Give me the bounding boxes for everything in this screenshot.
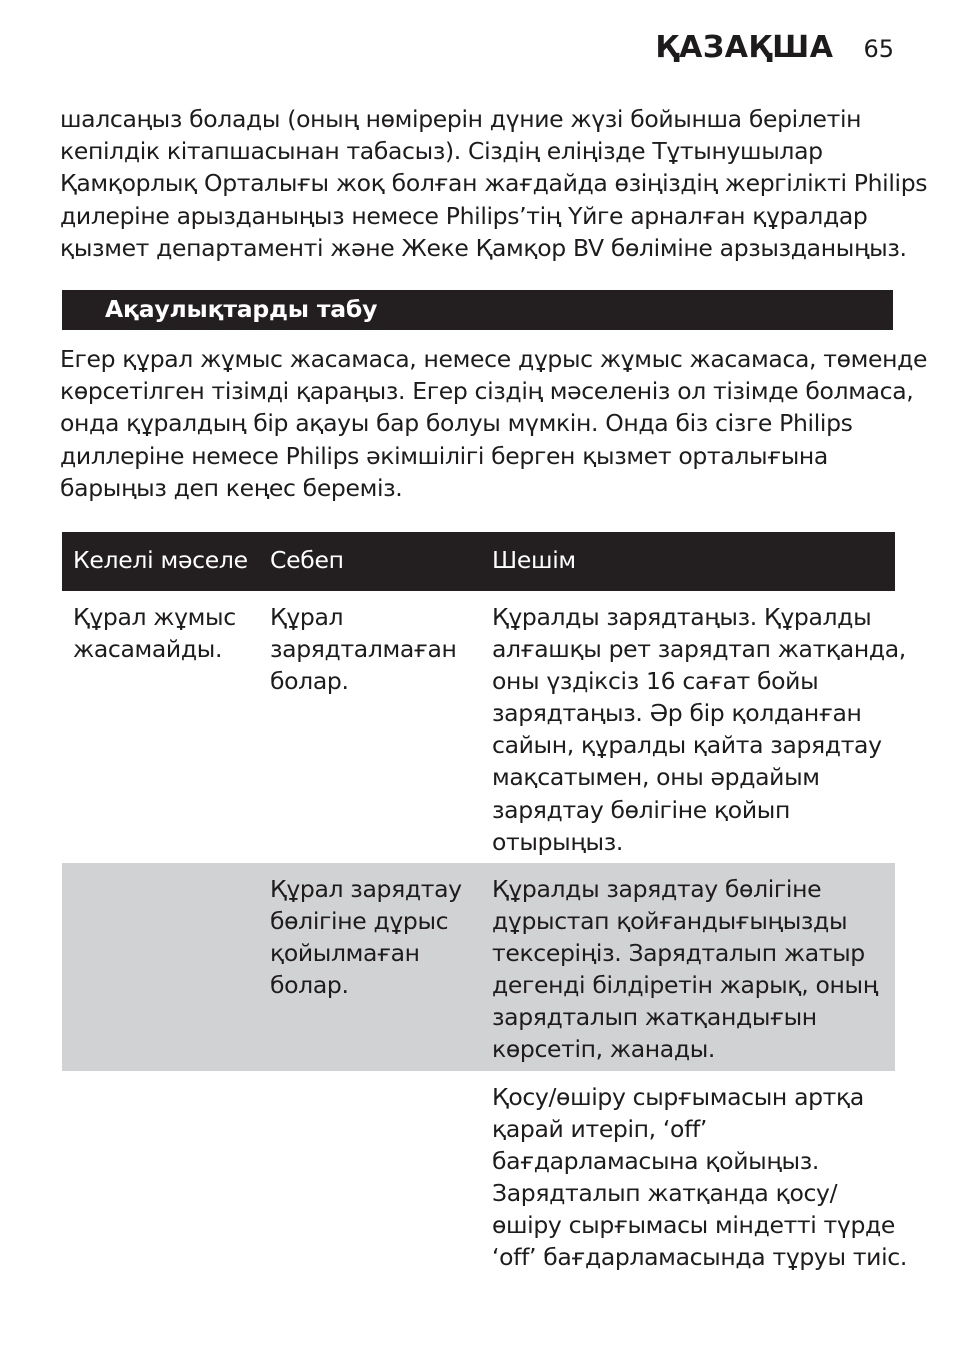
cell-line: оны үздіксіз 16 сағат бойы — [492, 667, 819, 696]
page-header — [655, 30, 894, 65]
cell-line: жасамайды. — [73, 635, 223, 664]
cause-cell — [270, 873, 462, 1001]
text-line: кепілдік кітапшасынан табасыз). Сіздің еліңізде Тұтынушылар — [60, 137, 823, 166]
cell-line: өшіру сырғымасы міндетті түрде — [492, 1211, 896, 1240]
page-number: 65 — [863, 35, 894, 63]
section-heading-bar — [62, 290, 893, 330]
solution-cell — [492, 601, 906, 858]
header-cause: Себеп — [270, 546, 344, 574]
cell-line: дұрыстап қойғандығыңызды — [492, 907, 848, 936]
section-paragraph — [60, 343, 928, 504]
cell-line: алғашқы рет зарядтап жатқанда, — [492, 635, 906, 664]
cell-line: Құралды зарядтаңыз. Құралды — [492, 603, 872, 631]
table-row — [62, 1071, 907, 1281]
cell-line: Құралды зарядтау бөлігіне — [492, 875, 822, 903]
troubleshooting-table — [62, 532, 907, 1281]
cell-line: болар. — [270, 971, 349, 1000]
cell-line: қойылмаған — [270, 939, 420, 968]
cell-line: қарай итеріп, ‘off’ — [492, 1115, 708, 1144]
cell-line: көрсетіп, жанады. — [492, 1035, 716, 1064]
text-line: барыңыз деп кеңес береміз. — [60, 473, 403, 502]
table-row — [62, 863, 895, 1071]
cell-line: сайын, құралды қайта зарядтау — [492, 731, 882, 760]
cell-line: ‘off’ бағдарламасында тұруы тиіс. — [492, 1243, 907, 1272]
language-title: ҚАЗАҚША — [655, 30, 834, 65]
text-line: дилеріне арызданыңыз немесе Philips’тің Үйге арналған құралдар — [60, 201, 868, 230]
cause-cell — [270, 601, 457, 697]
cell-line: зарядтаңыз. Әр бір қолданған — [492, 699, 862, 728]
problem-cell — [73, 601, 236, 665]
text-line: Қамқорлық Орталығы жоқ болған жағдайда өзіңіздің жергілікті Philips — [60, 169, 928, 198]
cell-line: Құрал зарядтау — [270, 875, 462, 903]
table-row — [62, 591, 906, 863]
solution-cell — [492, 1081, 907, 1274]
header-solution: Шешім — [492, 546, 576, 574]
cell-line: дегенді білдіретін жарық, оның — [492, 971, 878, 1000]
cell-line: бөлігіне дұрыс — [270, 907, 449, 936]
cell-line: зарядтау бөлігіне қойып — [492, 795, 790, 824]
cell-line: болар. — [270, 667, 349, 696]
cell-line: бағдарламасына қойыңыз. — [492, 1147, 819, 1176]
cell-line: Зарядталып жатқанда қосу/ — [492, 1179, 838, 1208]
section-title: Ақаулықтарды табу — [105, 295, 378, 323]
text-line: шалсаңыз болады (оның нөмірерін дүние жүзі бойынша берілетін — [60, 105, 862, 133]
cell-line: зарядталып жатқандығын — [492, 1003, 817, 1032]
intro-paragraph — [60, 103, 928, 264]
cell-line: Құрал жұмыс — [73, 603, 236, 631]
text-line: онда құралдың бір ақауы бар болуы мүмкін. Онда біз сізге Philips — [60, 409, 853, 438]
cell-line: отырыңыз. — [492, 827, 623, 856]
text-line: диллеріне немесе Philips әкімшілігі берген қызмет орталығына — [60, 441, 828, 470]
text-line: қызмет департаменті және Жеке Қамқор BV бөліміне арзызданыңыз. — [60, 233, 907, 262]
text-line: көрсетілген тізімді қараңыз. Егер сіздің мәселеніз ол тізімде болмаса, — [60, 377, 914, 406]
table-header — [62, 532, 895, 591]
solution-cell — [492, 873, 878, 1066]
cell-line: Қосу/өшіру сырғымасын артқа — [492, 1083, 864, 1111]
cell-line: Құрал — [270, 603, 344, 631]
cell-line: мақсатымен, оны әрдайым — [492, 763, 820, 792]
text-line: Егер құрал жұмыс жасамаса, немесе дұрыс жұмыс жасамаса, төменде — [60, 345, 928, 373]
cell-line: тексеріңіз. Зарядталып жатыр — [492, 939, 865, 968]
cell-line: зарядталмаған — [270, 635, 457, 664]
header-problem: Келелі мәселе — [73, 546, 248, 574]
